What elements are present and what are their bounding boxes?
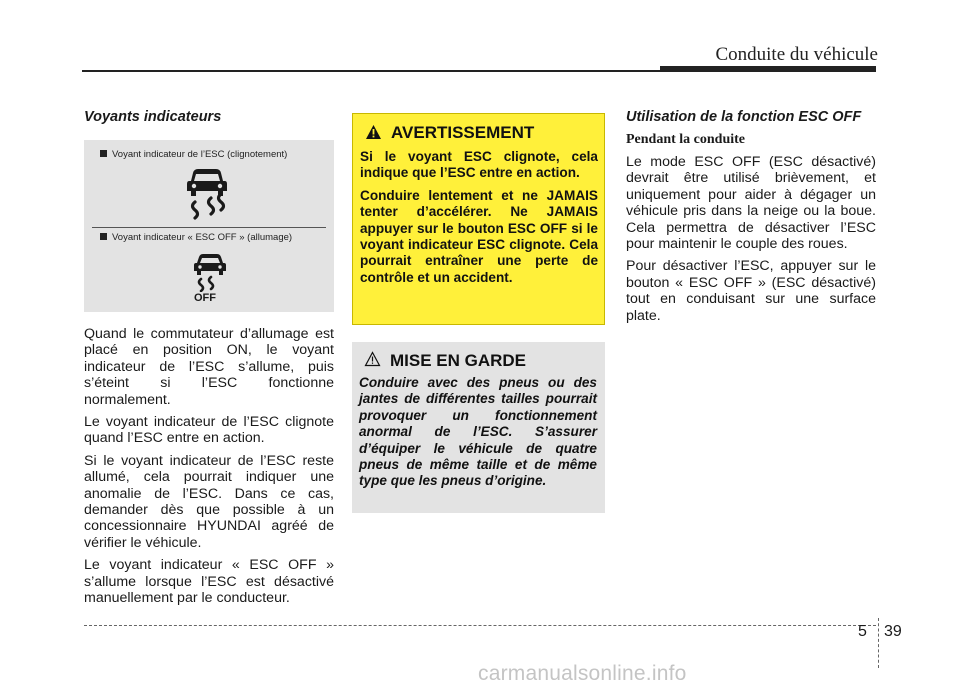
paragraph: Le mode ESC OFF (ESC désactivé) devrait être utilisé brièvement, et uniquement pour aider à dégager un véhicule pris dans la neige ou la boue. Cela permettra de désactiver l’ESC pour maintenir le couple des roues. xyxy=(626,154,876,253)
page-number: 39 xyxy=(884,623,902,640)
warning-title: AVERTISSEMENT xyxy=(391,123,535,142)
paragraph: Le voyant indicateur « ESC OFF » s’allume lorsque l’ESC est désactivé manuellement par le conducteur. xyxy=(84,557,334,607)
warning-body xyxy=(360,149,598,292)
paragraph: Conduire lentement et ne JAMAIS tenter d’accélérer. Ne JAMAIS appuyer sur le bouton ESC OFF si le voyant indicateur ESC clignote. Cela pourrait entraîner une perte de contrôle et un accident. xyxy=(360,187,598,285)
caution-body: Conduire avec des pneus ou des jantes de différentes tailles pourrait provoquer un fonctionnement anormal de l’ESC. S’assurer d’équiper le véhicule de quatre pneus de même taille et de même type que les pneus d’origine. xyxy=(359,375,597,489)
caution-triangle-icon xyxy=(364,351,381,367)
warning-box xyxy=(352,113,605,325)
esc-car-icon xyxy=(181,166,237,220)
indicator-separator xyxy=(92,227,326,228)
indicator-esc-off-label: Voyant indicateur « ESC OFF » (allumage) xyxy=(100,232,292,243)
paragraph: Quand le commutateur d’allumage est placé en position ON, le voyant indicateur de l’ESC s’allume, puis s’éteint si l’ESC fonctionne normalement. xyxy=(84,326,334,408)
off-label: OFF xyxy=(194,292,216,304)
header-rule-thick xyxy=(660,66,876,72)
footer-divider xyxy=(878,618,879,668)
paragraph: Pour désactiver l’ESC, appuyer sur le bouton « ESC OFF » (ESC désactivé) tout en conduisant sur une surface plate. xyxy=(626,258,876,324)
section-heading-esc-off: Utilisation de la fonction ESC OFF xyxy=(626,109,862,125)
paragraph: Si le voyant indicateur de l’ESC reste allumé, cela pourrait indiquer une anomalie de l’ESC. Dans ce cas, demander dès que possible à un concessionnaire HYUNDAI agréé de vérifier le véhicule. xyxy=(84,452,334,551)
section-heading-indicators: Voyants indicateurs xyxy=(84,109,222,125)
header-rule xyxy=(82,70,682,72)
paragraph: Si le voyant ESC clignote, cela indique que l’ESC entre en action. xyxy=(360,149,598,181)
header-title: Conduite du véhicule xyxy=(715,44,878,65)
warning-triangle-icon xyxy=(365,124,382,140)
col1-body xyxy=(84,326,334,613)
esc-off-car-icon xyxy=(190,252,232,292)
footer-rule xyxy=(84,625,876,626)
caution-title: MISE EN GARDE xyxy=(390,351,527,370)
watermark: carmanualsonline.info xyxy=(478,662,687,685)
col3-body xyxy=(626,154,876,330)
indicator-panel xyxy=(84,140,334,312)
caution-box xyxy=(352,342,605,513)
chapter-number: 5 xyxy=(858,623,867,640)
paragraph: Le voyant indicateur de l’ESC clignote quand l’ESC entre en action. xyxy=(84,414,334,447)
indicator-esc-label: Voyant indicateur de l’ESC (clignotement) xyxy=(100,149,287,160)
section-subheading: Pendant la conduite xyxy=(626,132,746,147)
